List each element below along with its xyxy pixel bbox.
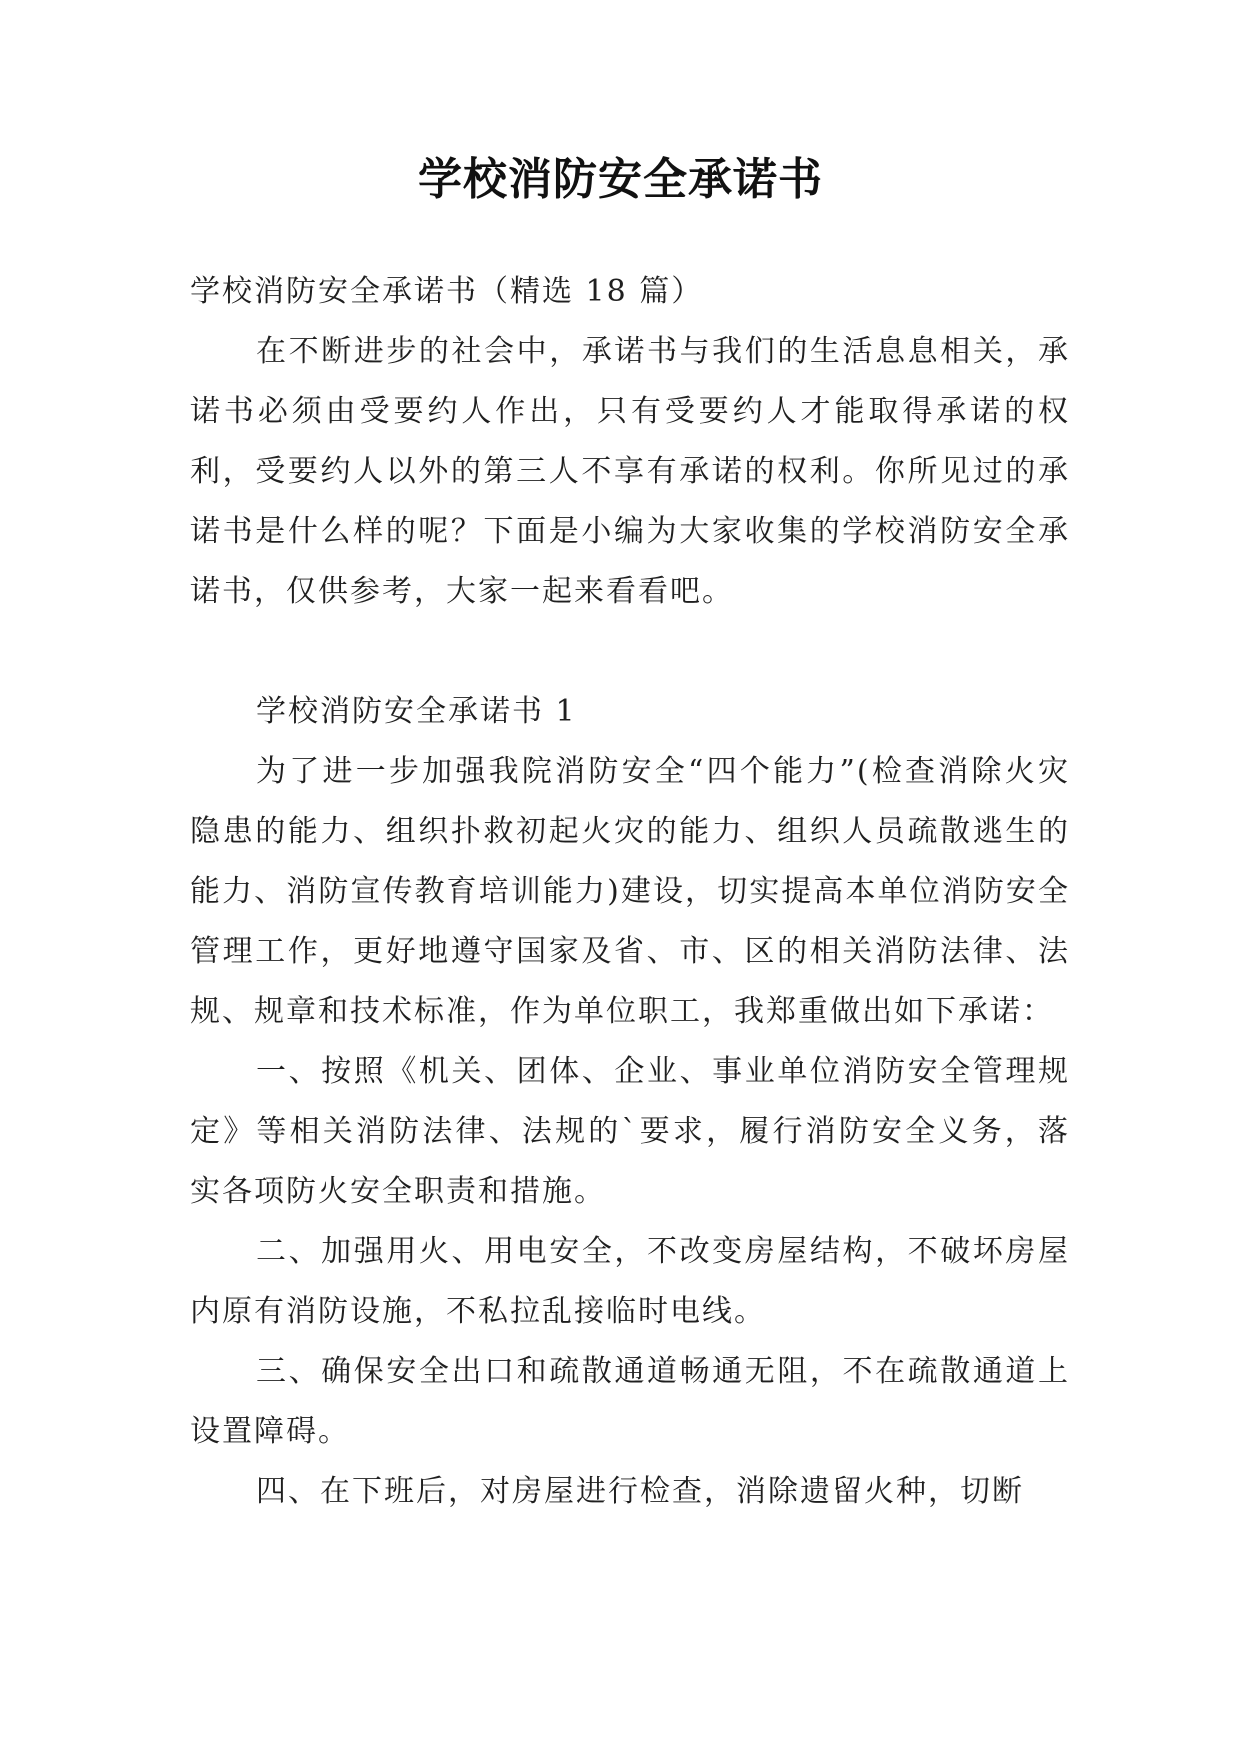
section-heading: 学校消防安全承诺书 1	[256, 694, 577, 729]
body-paragraph-2: 一、按照《机关、团体、企业、事业单位消防安全管理规定》等相关消防法律、法规的`要求，履行消防安全义务，落实各项防火安全职责和措施。	[190, 1054, 1070, 1209]
section-spacer	[190, 622, 1070, 682]
body-paragraph-4: 三、确保安全出口和疏散通道畅通无阻，不在疏散通道上设置障碍。	[190, 1354, 1070, 1449]
body-paragraph-3: 二、加强用火、用电安全，不改变房屋结构，不破坏房屋内原有消防设施，不私拉乱接临时电线。	[190, 1234, 1070, 1329]
body-paragraph-5: 四、在下班后，对房屋进行检查，消除遗留火种，切断	[256, 1474, 1024, 1509]
intro-paragraph: 在不断进步的社会中，承诺书与我们的生活息息相关，承诺书必须由受要约人作出，只有受要约人才能取得承诺的权利，受要约人以外的第三人不享有承诺的权利。你所见过的承诺书是什么样的呢？下面是小编为大家收集的学校消防安全承诺书，仅供参考，大家一起来看看吧。	[190, 334, 1070, 609]
document-body	[190, 262, 1070, 1522]
document-subtitle: 学校消防安全承诺书（精选 18 篇）	[190, 274, 704, 309]
body-paragraph-1: 为了进一步加强我院消防安全“四个能力”(检查消除火灾隐患的能力、组织扑救初起火灾的能力、组织人员疏散逃生的能力、消防宣传教育培训能力)建设，切实提高本单位消防安全管理工作，更好地遵守国家及省、市、区的相关消防法律、法规、规章和技术标准，作为单位职工，我郑重做出如下承诺：	[190, 754, 1070, 1029]
document-title: 学校消防安全承诺书	[418, 154, 823, 205]
